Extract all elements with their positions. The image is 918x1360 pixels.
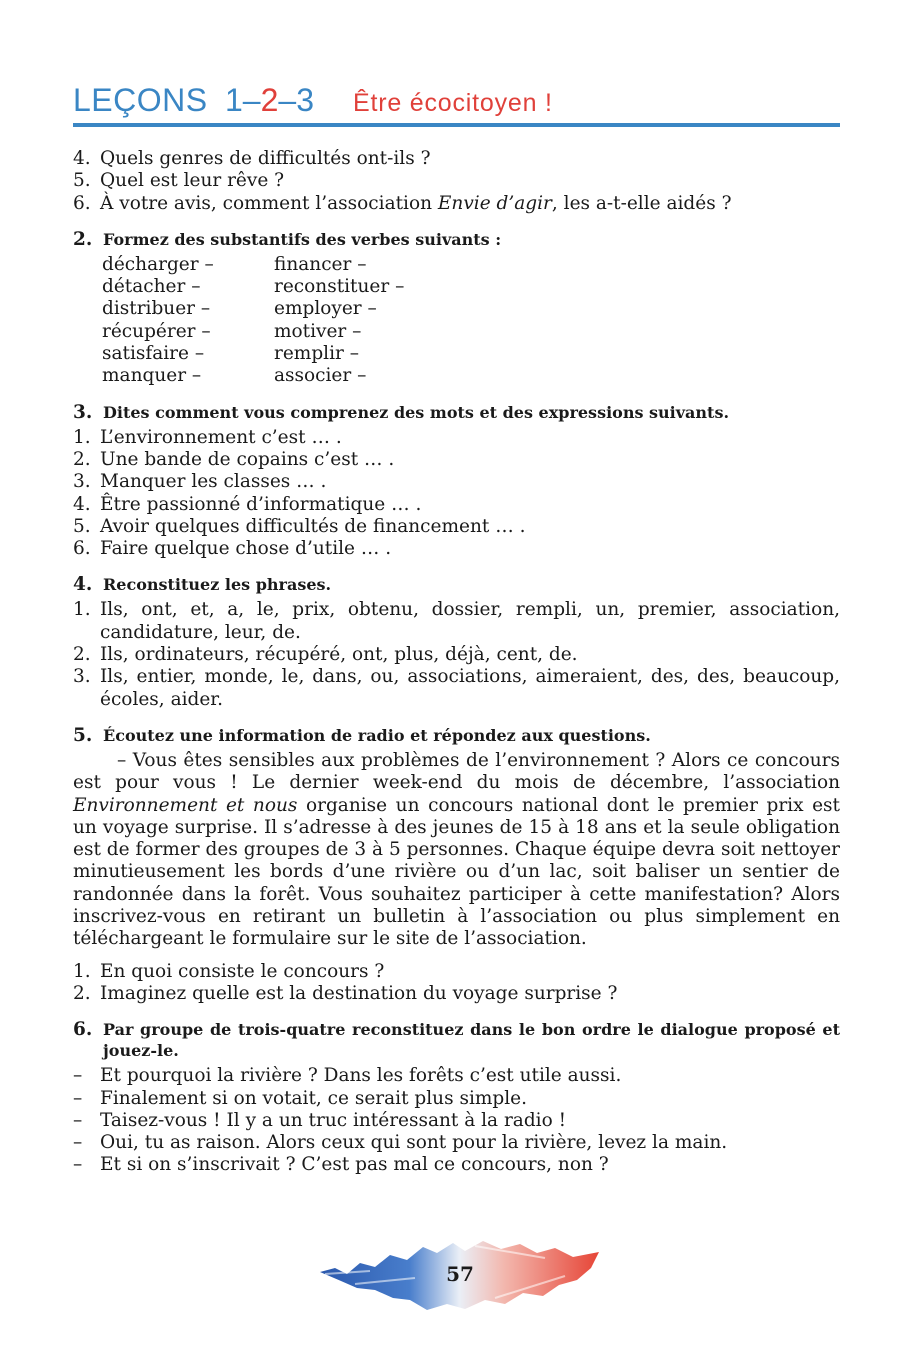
radio-text: – Vous êtes sensibles aux problèmes de l’environnement ? Alors ce concours est pour vous ! Le dernier week-end du mois de décembre, l’association Environnement et nous organise un concours national dont le premier prix est un voyage surprise. Il s’adresse à des jeunes de 15 à 18 ans et la seule obligation est de former des groupes de 3 à 5 personnes. Chaque équipe devra soit nettoyer minutieusement les bords d’une rivière ou d’un lac, soit baliser un sentier de randonnée dans la forêt. Vous souhaitez participer à cette manifestation? Alors inscrivez-vous en retirant un bulletin à l’association ou plus simplement en téléchargeant le formulaire sur le site de l’association. [73,749,840,950]
list-item: 3. Manquer les classes … . [73,471,327,493]
verb-item: associer – [274,365,367,387]
list-item: 1. L’environnement c’est … . [73,426,342,448]
dialogue-line: – Oui, tu as raison. Alors ceux qui sont pour la rivière, levez la main. [73,1132,728,1154]
dialogue-line: – Finalement si on votait, ce serait plus simple. [73,1087,527,1109]
verb-grid [102,254,840,388]
list-item: 4. Quels genres de difficultés ont-ils ? [73,148,431,169]
list-item: 6. À votre avis, comment l’association Envie d’agir, les a-t-elle aidés ? [73,192,732,214]
header-lesson-numbers [225,82,314,119]
verb-item: manquer – [102,365,202,387]
verb-item: décharger – [102,253,214,275]
exercise-6-title: 6. Par groupe de trois-quatre reconstituez dans le bon ordre le dialogue proposé et jouez-le. [73,1019,840,1061]
list-item: 6. Faire quelque chose d’utile … . [73,538,392,560]
header-rule [73,123,840,127]
list-item: 2. Ils, ordinateurs, récupéré, ont, plus, déjà, cent, de. [73,644,578,666]
exercise-4-list [73,599,840,710]
page-header [73,82,840,122]
list-item: 2. Une bande de copains c’est … . [73,448,395,470]
page-footer [315,1238,605,1313]
list-item: 5. Avoir quelques difficultés de financement … . [73,515,526,537]
list-item: 1. En quoi consiste le concours ? [73,960,385,982]
header-title: Être écocitoyen ! [353,89,553,117]
lesson-number-3: 3 [296,82,314,118]
page-number: 57 [446,1262,474,1286]
lesson-separator: – [278,82,297,118]
verb-item: financer – [274,253,367,275]
lesson-number-1: 1 [225,82,243,118]
list-item: 5. Quel est leur rêve ? [73,170,285,192]
exercise-3-list [73,427,840,561]
dialogue-line: – Et si on s’inscrivait ? C’est pas mal ce concours, non ? [73,1154,609,1176]
page-content [73,148,840,1177]
verb-item: satisfaire – [102,343,205,365]
dialogue-line: – Et pourquoi la rivière ? Dans les forêts c’est utile aussi. [73,1065,622,1087]
verb-item: remplir – [274,343,359,365]
verb-item: employer – [274,298,377,320]
verb-item: distribuer – [102,298,211,320]
questions-continued [73,148,840,215]
association-name: Envie d’agir [437,192,552,214]
verb-item: motiver – [274,320,362,342]
list-item: 3. Ils, entier, monde, le, dans, ou, associations, aimeraient, des, des, beaucoup, écoles, aider. [73,666,840,710]
verb-item: récupérer – [102,320,211,342]
exercise-3-title: 3. Dites comment vous comprenez des mots et des expressions suivants. [73,401,730,423]
exercise-2-title: 2. Formez des substantifs des verbes suivants : [73,228,502,250]
list-item: 2. Imaginez quelle est la destination du voyage surprise ? [73,982,618,1004]
verb-item: détacher – [102,276,201,298]
verb-item: reconstituer – [274,276,405,298]
header-lecons: LEÇONS [73,82,208,118]
lesson-number-2: 2 [260,82,279,118]
exercise-5-title: 5. Écoutez une information de radio et répondez aux questions. [73,724,651,746]
lesson-separator: – [242,82,261,118]
list-item: 1. Ils, ont, et, a, le, prix, obtenu, dossier, rempli, un, premier, association, candidature, leur, de. [73,599,840,643]
exercise-5-list [73,961,840,1006]
exercise-4-title: 4. Reconstituez les phrases. [73,574,332,596]
list-item: 4. Être passionné d’informatique … . [73,493,422,515]
association-name: Environnement et nous [73,794,298,816]
dialogue-line: – Taisez-vous ! Il y a un truc intéressant à la radio ! [73,1109,567,1131]
dialogue-list [73,1065,840,1176]
